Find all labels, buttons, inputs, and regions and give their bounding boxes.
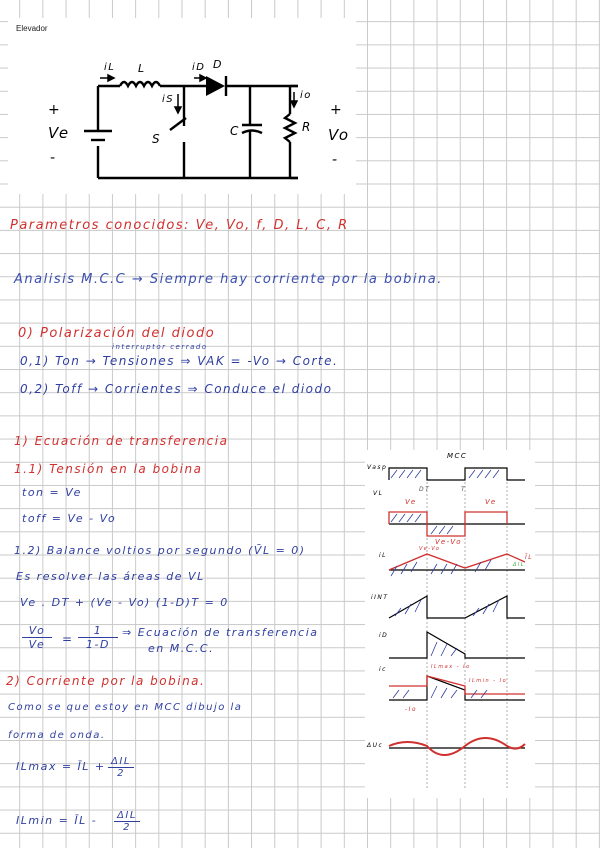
ilmin-fraction <box>114 810 140 833</box>
ilmin-lhs: ILmin = ĪL - <box>16 814 98 827</box>
toff-equation: toff = Ve - Vo <box>22 512 117 525</box>
annot-ve-1: Ve <box>405 498 417 506</box>
annot-ve-vo-small: Ve-Vo <box>419 546 441 552</box>
waveform-svg <box>365 450 535 798</box>
annot-il-avg: ĪL <box>525 554 534 561</box>
fraction-vo: Vo <box>22 624 52 638</box>
plus-left: + <box>48 102 62 118</box>
row-label-duc: ΔUc <box>367 742 384 749</box>
row-label-ic: ic <box>379 666 387 673</box>
graph-title: MCC <box>447 452 468 460</box>
mcc-waveforms <box>365 450 535 798</box>
row-label-il: iL <box>379 552 388 559</box>
circuit-title: Elevador <box>16 24 48 33</box>
label-io: io <box>300 90 312 101</box>
inductor-current-title: 2) Corriente por la bobina. <box>6 674 206 688</box>
label-Vo: Vo <box>328 126 350 144</box>
annot-ilmin-io: ILmin - Io <box>469 678 508 684</box>
resolve-areas: Es resolver las áreas de VL <box>16 570 205 583</box>
equals-sign: = <box>62 632 74 646</box>
known-parameters: Parametros conocidos: Ve, Vo, f, D, L, C, R <box>10 218 349 233</box>
annot-delta-il: ΔIL <box>513 562 526 568</box>
row-label-iint: iINT <box>371 594 389 601</box>
label-Ve: Ve <box>48 124 70 142</box>
row-label-vasp: Vasp <box>367 464 388 471</box>
balance-equation: Ve . DT + (Ve - Vo) (1-D)T = 0 <box>20 596 229 609</box>
inductor-voltage-title: 1.1) Tensión en la bobina <box>14 462 203 476</box>
volt-second-balance: 1.2) Balance voltios por segundo (V̄L = 0) <box>14 544 306 557</box>
annot-ve-vo: Ve-Vo <box>435 538 463 546</box>
ilmin-den: 2 <box>123 822 131 833</box>
polarization-ton: 0,1) Ton → Tensiones ⇒ VAK = -Vo → Corte. <box>20 354 339 368</box>
note-interruptor: interruptor cerrado <box>112 343 208 351</box>
minus-right: - <box>332 152 339 168</box>
plus-right: + <box>330 102 344 118</box>
annot-dt: DT <box>419 486 431 493</box>
label-is: iS <box>162 94 175 105</box>
transfer-equation-title: 1) Ecuación de transferencia <box>14 434 229 448</box>
circuit-diagram <box>8 18 356 194</box>
fraction-one: 1 <box>78 624 118 638</box>
fraction-ve: Ve <box>28 638 46 651</box>
annot-ve-2: Ve <box>485 498 497 506</box>
label-iD: iD <box>192 62 206 73</box>
ilmin-num: ΔIL <box>114 810 140 822</box>
annot-t: T <box>461 486 467 493</box>
annot-ilmax-io: ILmax - Io <box>431 664 471 670</box>
row-label-vl: VL <box>373 490 384 497</box>
ton-equation: ton = Ve <box>22 486 82 499</box>
label-R: R <box>302 120 312 134</box>
polarization-toff: 0,2) Toff → Corrientes ⇒ Conduce el diodo <box>20 382 333 396</box>
ilmax-num: ΔIL <box>108 756 134 768</box>
label-C: C <box>230 124 240 138</box>
transfer-equation-result: ⇒ Ecuación de transferencia <box>122 626 319 639</box>
analysis-mcc: Analisis M.C.C → Siempre hay corriente por la bobina. <box>14 272 443 287</box>
row-label-id: iD <box>379 632 389 639</box>
label-S: S <box>152 132 162 146</box>
fraction-1-d: 1-D <box>86 638 110 651</box>
ilmax-lhs: ILmax = ĪL + <box>16 760 106 773</box>
annot-minus-io: -Io <box>405 706 418 713</box>
current-text-2: forma de onda. <box>8 730 106 741</box>
diode-polarization-title: 0) Polarización del diodo <box>18 326 216 341</box>
transfer-equation-mcc: en M.C.C. <box>148 642 215 655</box>
label-L: L <box>138 62 146 75</box>
minus-left: - <box>50 150 57 166</box>
ilmax-den: 2 <box>117 768 125 779</box>
label-iL: iL <box>104 62 116 73</box>
current-text-1: Como se que estoy en MCC dibujo la <box>8 702 243 713</box>
label-D: D <box>213 58 223 71</box>
ilmax-fraction <box>108 756 134 779</box>
fraction-vo-ve <box>22 624 52 651</box>
fraction-one-over-1-d <box>78 624 118 651</box>
